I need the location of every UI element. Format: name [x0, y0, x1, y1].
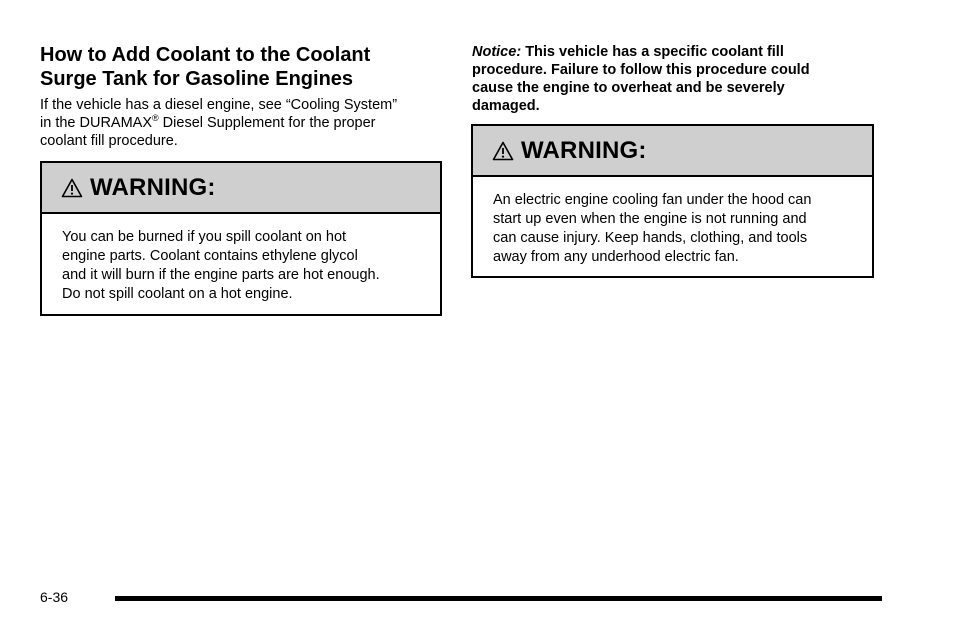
notice-line	[472, 43, 892, 61]
intro-text: Diesel Supplement for the proper	[158, 115, 376, 131]
notice-line: damaged.	[472, 98, 540, 114]
notice-text: This vehicle has a specific coolant fill	[525, 44, 784, 60]
warning-body	[42, 214, 440, 304]
page-number: 6-36	[40, 589, 69, 605]
warning-line: Do not spill coolant on a hot engine.	[62, 286, 293, 302]
warning-line: An electric engine cooling fan under the hood can	[493, 192, 812, 208]
registered-mark: ®	[152, 113, 159, 123]
intro-text: in the DURAMAX	[40, 115, 153, 131]
notice-label: Notice:	[472, 44, 522, 60]
intro-line	[40, 114, 450, 132]
warning-body	[473, 177, 872, 267]
warning-triangle-icon	[61, 178, 83, 198]
notice-paragraph	[472, 43, 892, 115]
intro-line: coolant fill procedure.	[40, 133, 178, 149]
warning-line: start up even when the engine is not running and	[493, 211, 807, 227]
intro-line: If the vehicle has a diesel engine, see “Cooling System”	[40, 97, 398, 113]
section-heading	[40, 43, 440, 91]
warning-line: You can be burned if you spill coolant on hot	[62, 229, 347, 245]
warning-line: engine parts. Coolant contains ethylene glycol	[62, 248, 358, 264]
warning-header	[42, 163, 440, 214]
footer-rule	[115, 596, 882, 601]
notice-line: cause the engine to overheat and be severely	[472, 80, 785, 96]
warning-line: can cause injury. Keep hands, clothing, and tools	[493, 230, 808, 246]
warning-triangle-icon	[492, 141, 514, 161]
heading-line: Surge Tank for Gasoline Engines	[40, 68, 354, 90]
fan-warning-box	[471, 124, 874, 278]
intro-paragraph	[40, 96, 450, 150]
warning-title: WARNING:	[521, 136, 647, 164]
notice-line: procedure. Failure to follow this procedure could	[472, 62, 810, 78]
coolant-warning-box	[40, 161, 442, 316]
warning-header	[473, 126, 872, 177]
heading-line: How to Add Coolant to the Coolant	[40, 44, 371, 66]
warning-line: and it will burn if the engine parts are hot enough.	[62, 267, 380, 283]
warning-title: WARNING:	[90, 173, 216, 201]
warning-line: away from any underhood electric fan.	[493, 249, 739, 265]
